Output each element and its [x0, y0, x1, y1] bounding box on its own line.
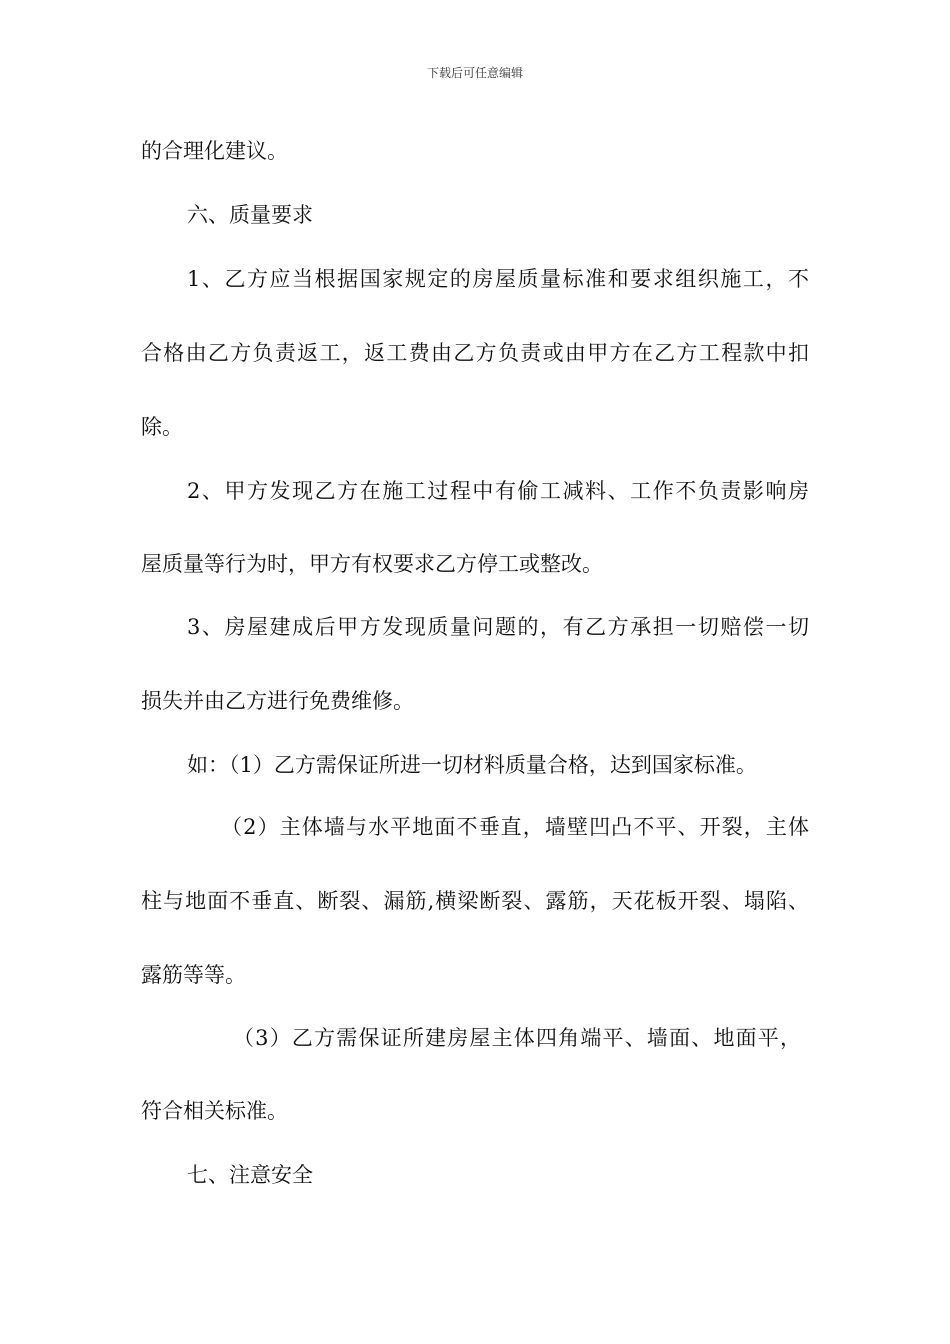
paragraph-line: 3、房屋建成后甲方发现质量问题的，有乙方承担一切赔偿一切: [187, 615, 809, 639]
paragraph-line: 的合理化建议。: [141, 139, 288, 163]
paragraph-line: 屋质量等行为时，甲方有权要求乙方停工或整改。: [141, 552, 603, 576]
paragraph-line: 柱与地面不垂直、断裂、漏筋,横梁断裂、露筋，天花板开裂、塌陷、: [141, 889, 809, 913]
paragraph-line: 2、甲方发现乙方在施工过程中有偷工减料、工作不负责影响房: [187, 479, 809, 503]
section-heading-quality: 六、质量要求: [187, 203, 313, 227]
page-header: 下载后可任意编辑: [426, 66, 523, 80]
paragraph-line: （2）主体墙与水平地面不垂直，墙壁凹凸不平、开裂，主体: [221, 815, 809, 839]
paragraph-line: 损失并由乙方进行免费维修。: [141, 689, 414, 713]
paragraph-line: 如：（1）乙方需保证所进一切材料质量合格，达到国家标准。: [187, 753, 757, 777]
section-heading-safety: 七、注意安全: [187, 1163, 313, 1187]
paragraph-line: 符合相关标准。: [141, 1099, 288, 1123]
paragraph-line: 1、乙方应当根据国家规定的房屋质量标准和要求组织施工，不: [187, 267, 809, 291]
paragraph-line: （3）乙方需保证所建房屋主体四角端平、墙面、地面平，: [233, 1026, 801, 1050]
paragraph-line: 除。: [141, 415, 183, 439]
paragraph-line: 露筋等等。: [141, 963, 246, 987]
paragraph-line: 合格由乙方负责返工，返工费由乙方负责或由甲方在乙方工程款中扣: [141, 341, 809, 365]
